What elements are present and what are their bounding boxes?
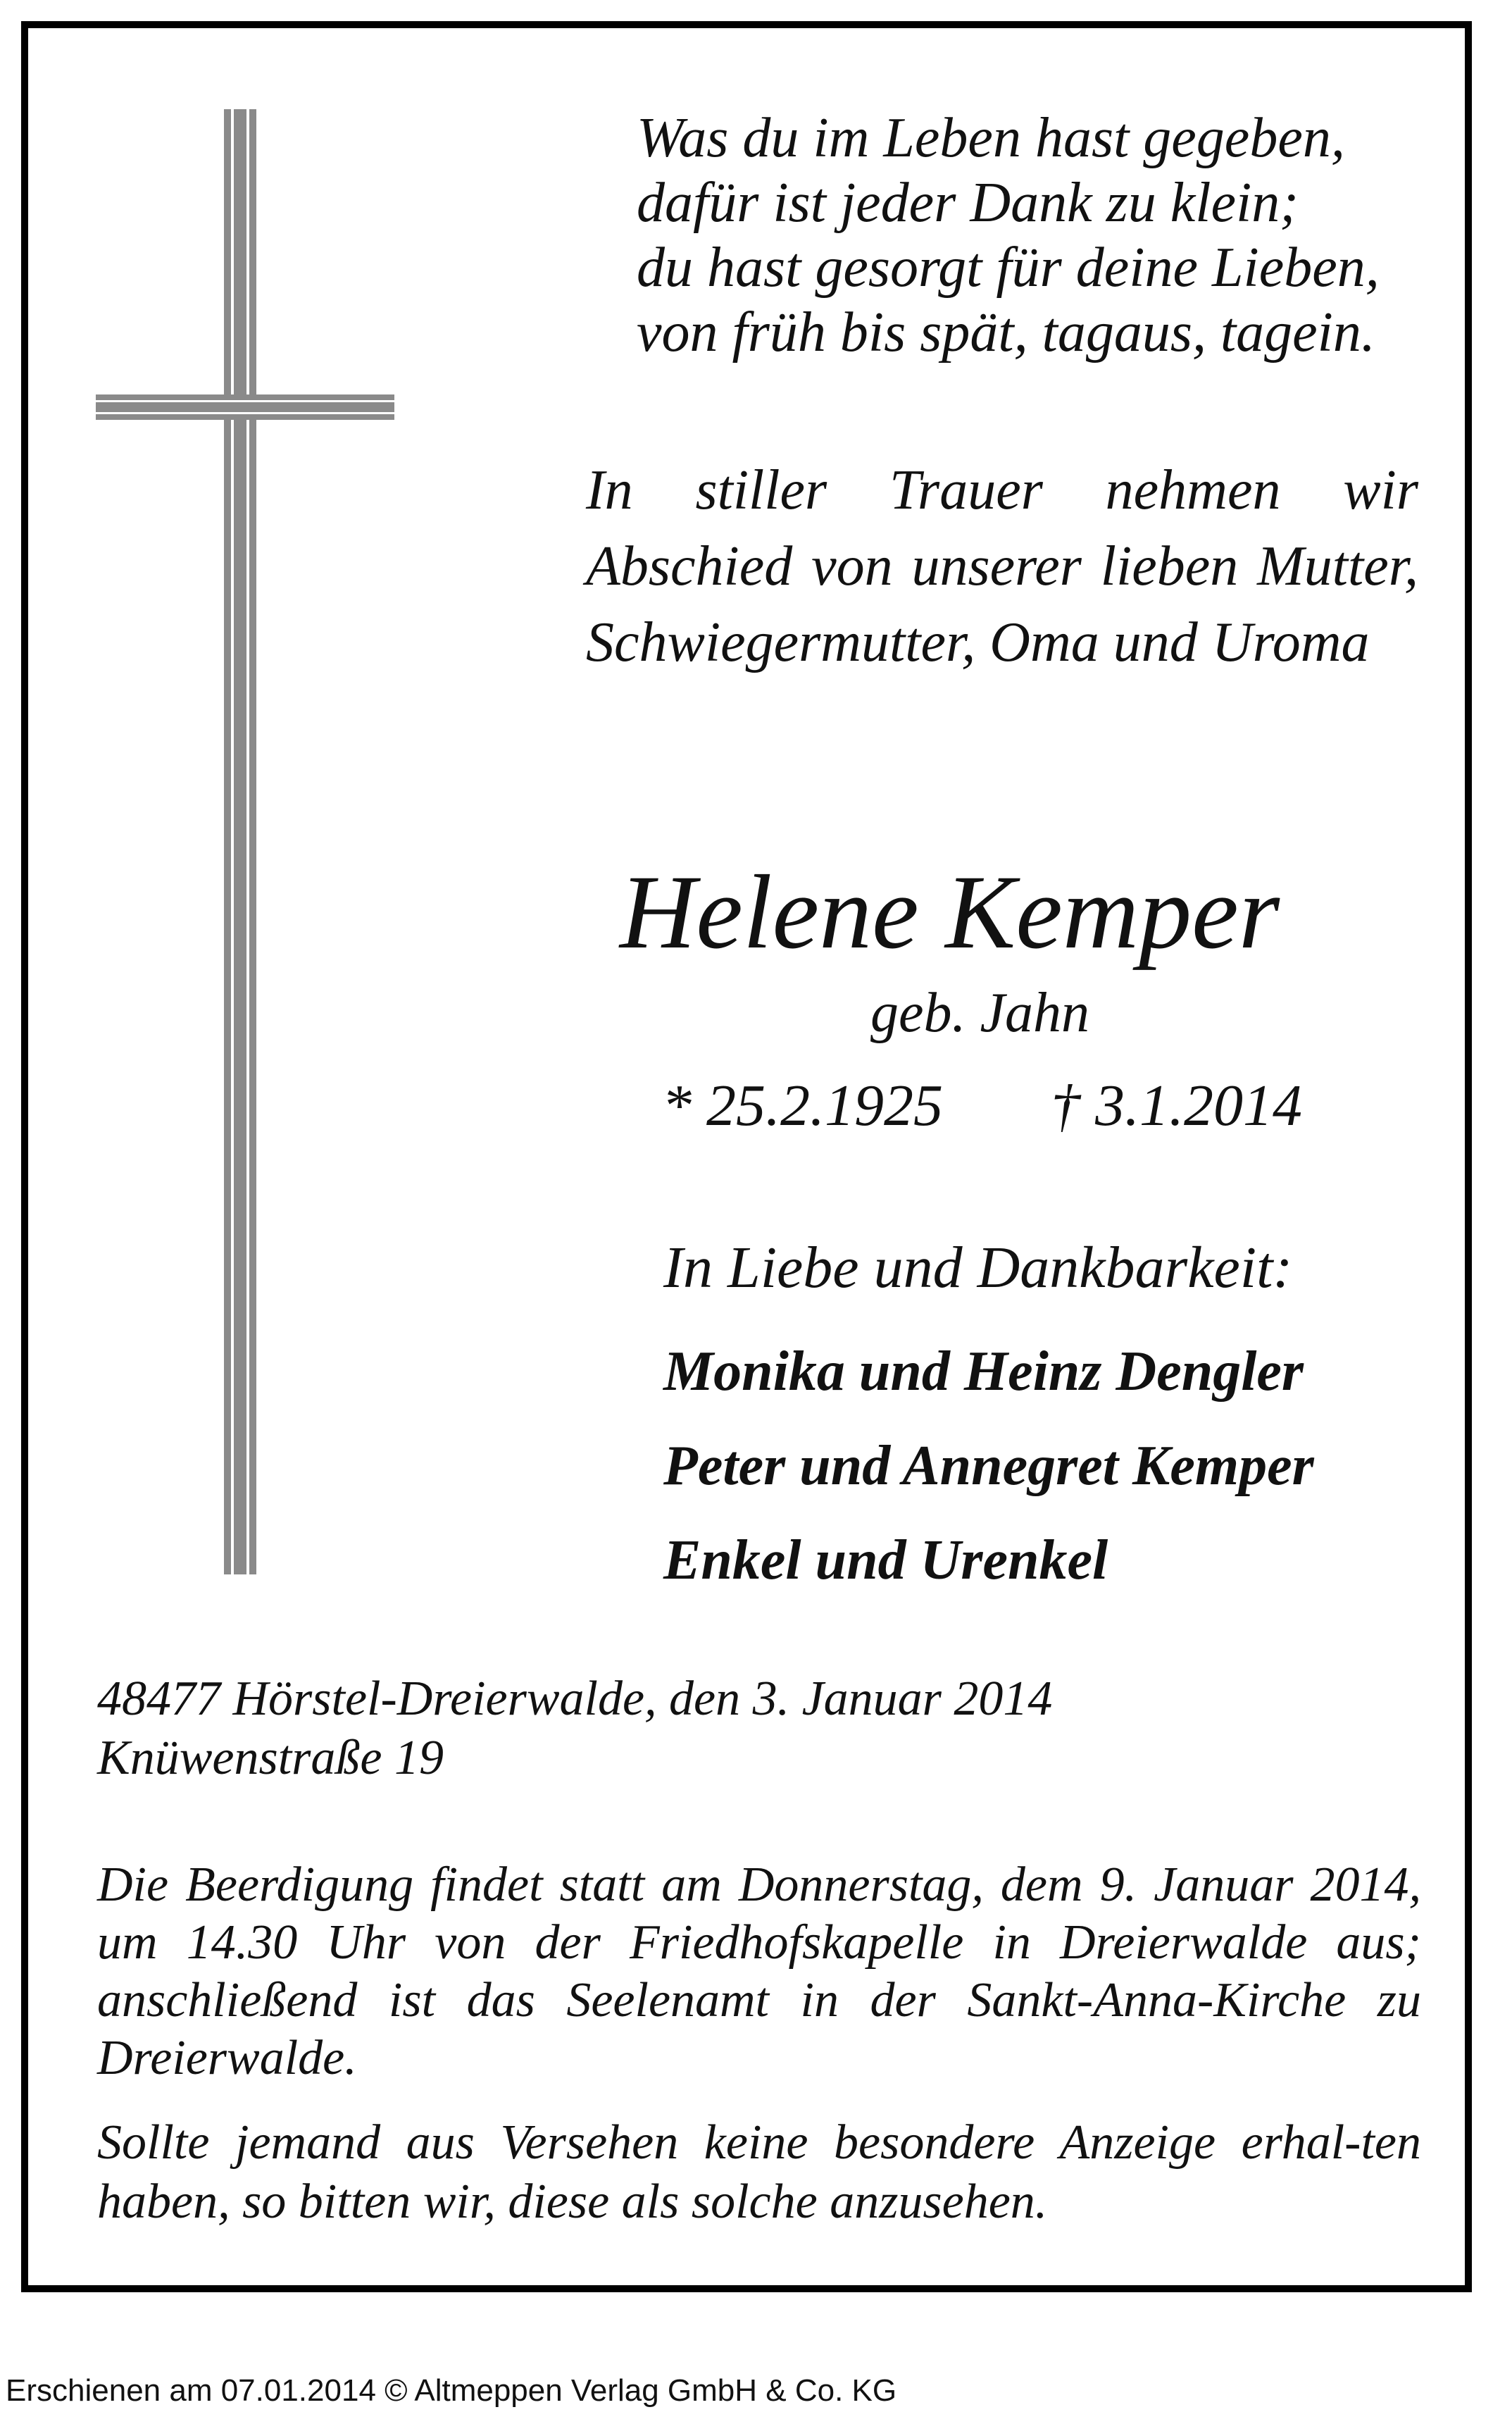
deceased-name: Helene Kemper: [620, 854, 1280, 971]
mourners-list: [663, 1324, 1314, 1608]
poem-line: von früh bis spät, tagaus, tagein.: [637, 302, 1375, 363]
poem: [637, 106, 1432, 365]
mourner-name: Enkel und Urenkel: [663, 1529, 1108, 1591]
poem-line: Was du im Leben hast gegeben,: [637, 107, 1345, 169]
mourner-name: Monika und Heinz Dengler: [663, 1341, 1304, 1403]
poem-line: dafür ist jeder Dank zu klein;: [637, 172, 1299, 234]
address-block: [97, 1670, 1052, 1788]
funeral-info: Die Beerdigung findet statt am Donnerstag, dem 9. Januar 2014, um 14.30 Uhr von der Friedhofskapelle in Dreierwalde aus; anschließend ist das Seelenamt in der Sankt-Anna-Kirche zu Dreierwalde.: [97, 1858, 1421, 2085]
notice-note: Sollte jemand aus Versehen keine besondere Anzeige erhal-ten haben, so bitten wir, diese als solche anzusehen.: [97, 2115, 1421, 2229]
cross-horizontal-beam: [96, 394, 394, 420]
publication-footer: Erschienen am 07.01.2014 © Altmeppen Verlag GmbH & Co. KG: [6, 2373, 897, 2408]
mourners-intro: In Liebe und Dankbarkeit:: [663, 1235, 1293, 1300]
death-date: † 3.1.2014: [1051, 1073, 1302, 1138]
birth-name: geb. Jahn: [870, 982, 1090, 1044]
address-line: 48477 Hörstel-Dreierwalde, den 3. Januar 2014: [97, 1672, 1053, 1726]
life-dates: [662, 1071, 1302, 1141]
poem-line: du hast gesorgt für deine Lieben,: [637, 237, 1380, 299]
mourner-name: Peter und Annegret Kemper: [663, 1435, 1314, 1497]
birth-date: * 25.2.1925: [662, 1073, 943, 1138]
cross-vertical-beam: [224, 109, 256, 1574]
mourning-text: In stiller Trauer nehmen wir Abschied von unserer lieben Mutter, Schwiegermutter, Oma und Uroma: [586, 459, 1418, 673]
address-street: Knüwenstraße 19: [97, 1731, 444, 1785]
